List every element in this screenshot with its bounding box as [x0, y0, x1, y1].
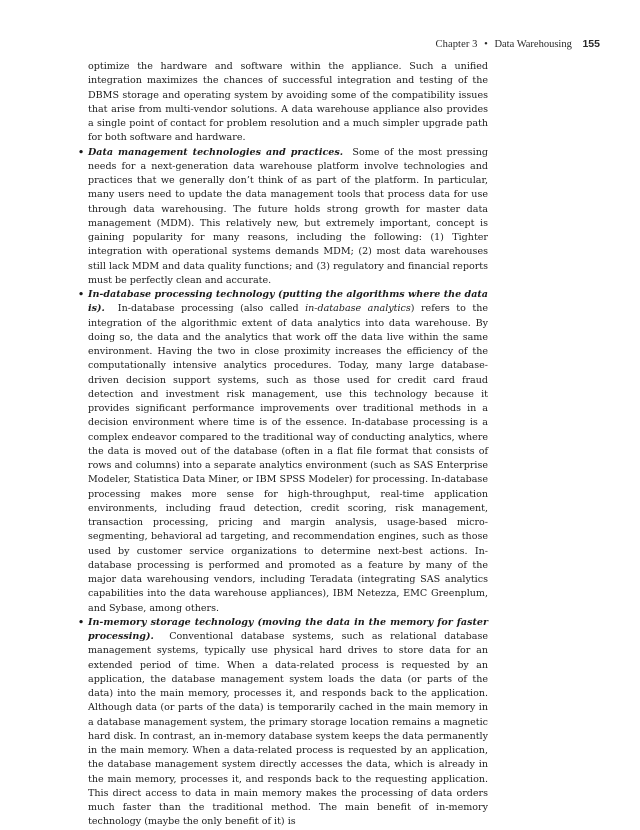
bullet-in-memory-storage	[78, 616, 488, 830]
bullet-text-continued: ) refers to the integration of the algorithmic extent of data analytics into data warehouse. By doing so, the data and the analytics that work off the data live within the same environment. Having the two in close proximity increases the efficiency of the computationally intensive analytics procedures. Today, many large database-driven decision support systems, such as those used for credit card fraud detection and investment risk management, use this technology because it provides significant performance improvements over traditional methods in a decision environment where time is of the essence. In-database processing is a complex endeavor compared to the traditional way of conducting analytics, where the data is moved out of the database (often in a flat file format that consists of rows and columns) into a separate analytics environment (such as SAS Enterprise Modeler, Statistica Data Miner, or IBM SPSS Modeler) for processing. In-database processing makes more sense for high-throughput, real-time application environments, including fraud detection, credit scoring, risk management, transaction processing, pricing and margin analysis, usage-based micro-segmenting, behavioral ad targeting, and recommendation engines, such as those used by customer service organizations to determine next-best actions. In-database processing is performed and promoted as a feature by many of the major data warehousing vendors, including Teradata (integrating SAS analytics capabilities into the data warehouse appliances), IBM Netezza, EMC Greenplum, and Sybase, among others.	[88, 303, 488, 614]
bullet-emphasis: in-database analytics	[305, 303, 411, 315]
bullet-marker: •	[78, 616, 85, 628]
section-title: Data Warehousing	[494, 39, 572, 50]
bullet-text: In-database processing (also called	[117, 303, 299, 315]
bullet-text: Conventional database systems, such as relational database management systems, typically use physical hard drives to store data for an extended period of time. When a data-related process is requested by an application, the database management system loads the data (or parts of the data) into the main memory, processes it, and responds back to the application. Although data (or parts of the data) is temporarily cached in the main memory in a database management system, the primary storage location remains a magnetic hard disk. In contrast, an in-memory database system keeps the data permanently in the main memory. When a data-related process is requested by an application, the database management system directly accesses the data, which is already in the main memory, processes it, and responds back to the requesting application. This direct access to data in main memory makes the processing of data orders much faster than the traditional method. The main benefit of in-memory technology (maybe the only benefit of it) is	[88, 631, 488, 828]
bullet-marker: •	[78, 146, 85, 158]
header-separator: •	[484, 39, 488, 50]
chapter-label: Chapter 3	[435, 39, 478, 50]
bullet-lead: Data management technologies and practices.	[88, 146, 344, 158]
bullet-lead: In-memory storage technology (moving the data in the memory for faster processing).	[88, 616, 488, 642]
bullet-lead: In-database processing technology (putting the algorithms where the data is).	[88, 289, 488, 315]
bullet-text: Some of the most pressing needs for a next-generation data warehouse platform involve technologies and practices that we generally don’t think of as part of the platform. In particular, many users need to update the data management tools that process data for use through data warehousing. The future holds strong growth for master data management (MDM). This relatively new, but extremely important, concept is gaining popularity for many reasons, including the following: (1) Tighter integration with operational systems demands MDM; (2) most data warehouses still lack MDM and data quality functions; and (3) regulatory and financial reports must be perfectly clean and accurate.	[88, 146, 488, 286]
continuation-paragraph: optimize the hardware and software within the appliance. Such a unified integration maximizes the chances of successful integration and testing of the DBMS storage and operating system by avoiding some of the compatibility issues that arise from multi-vendor solutions. A data warehouse appliance also provides a single point of contact for problem resolution and a much simpler upgrade path for both software and hardware.	[88, 61, 488, 144]
running-header	[435, 38, 600, 50]
page-body	[78, 60, 488, 830]
bullet-data-management	[78, 146, 488, 289]
bullet-marker: •	[78, 289, 85, 300]
bullet-in-database-processing	[78, 288, 488, 616]
page-number: 155	[582, 38, 600, 50]
